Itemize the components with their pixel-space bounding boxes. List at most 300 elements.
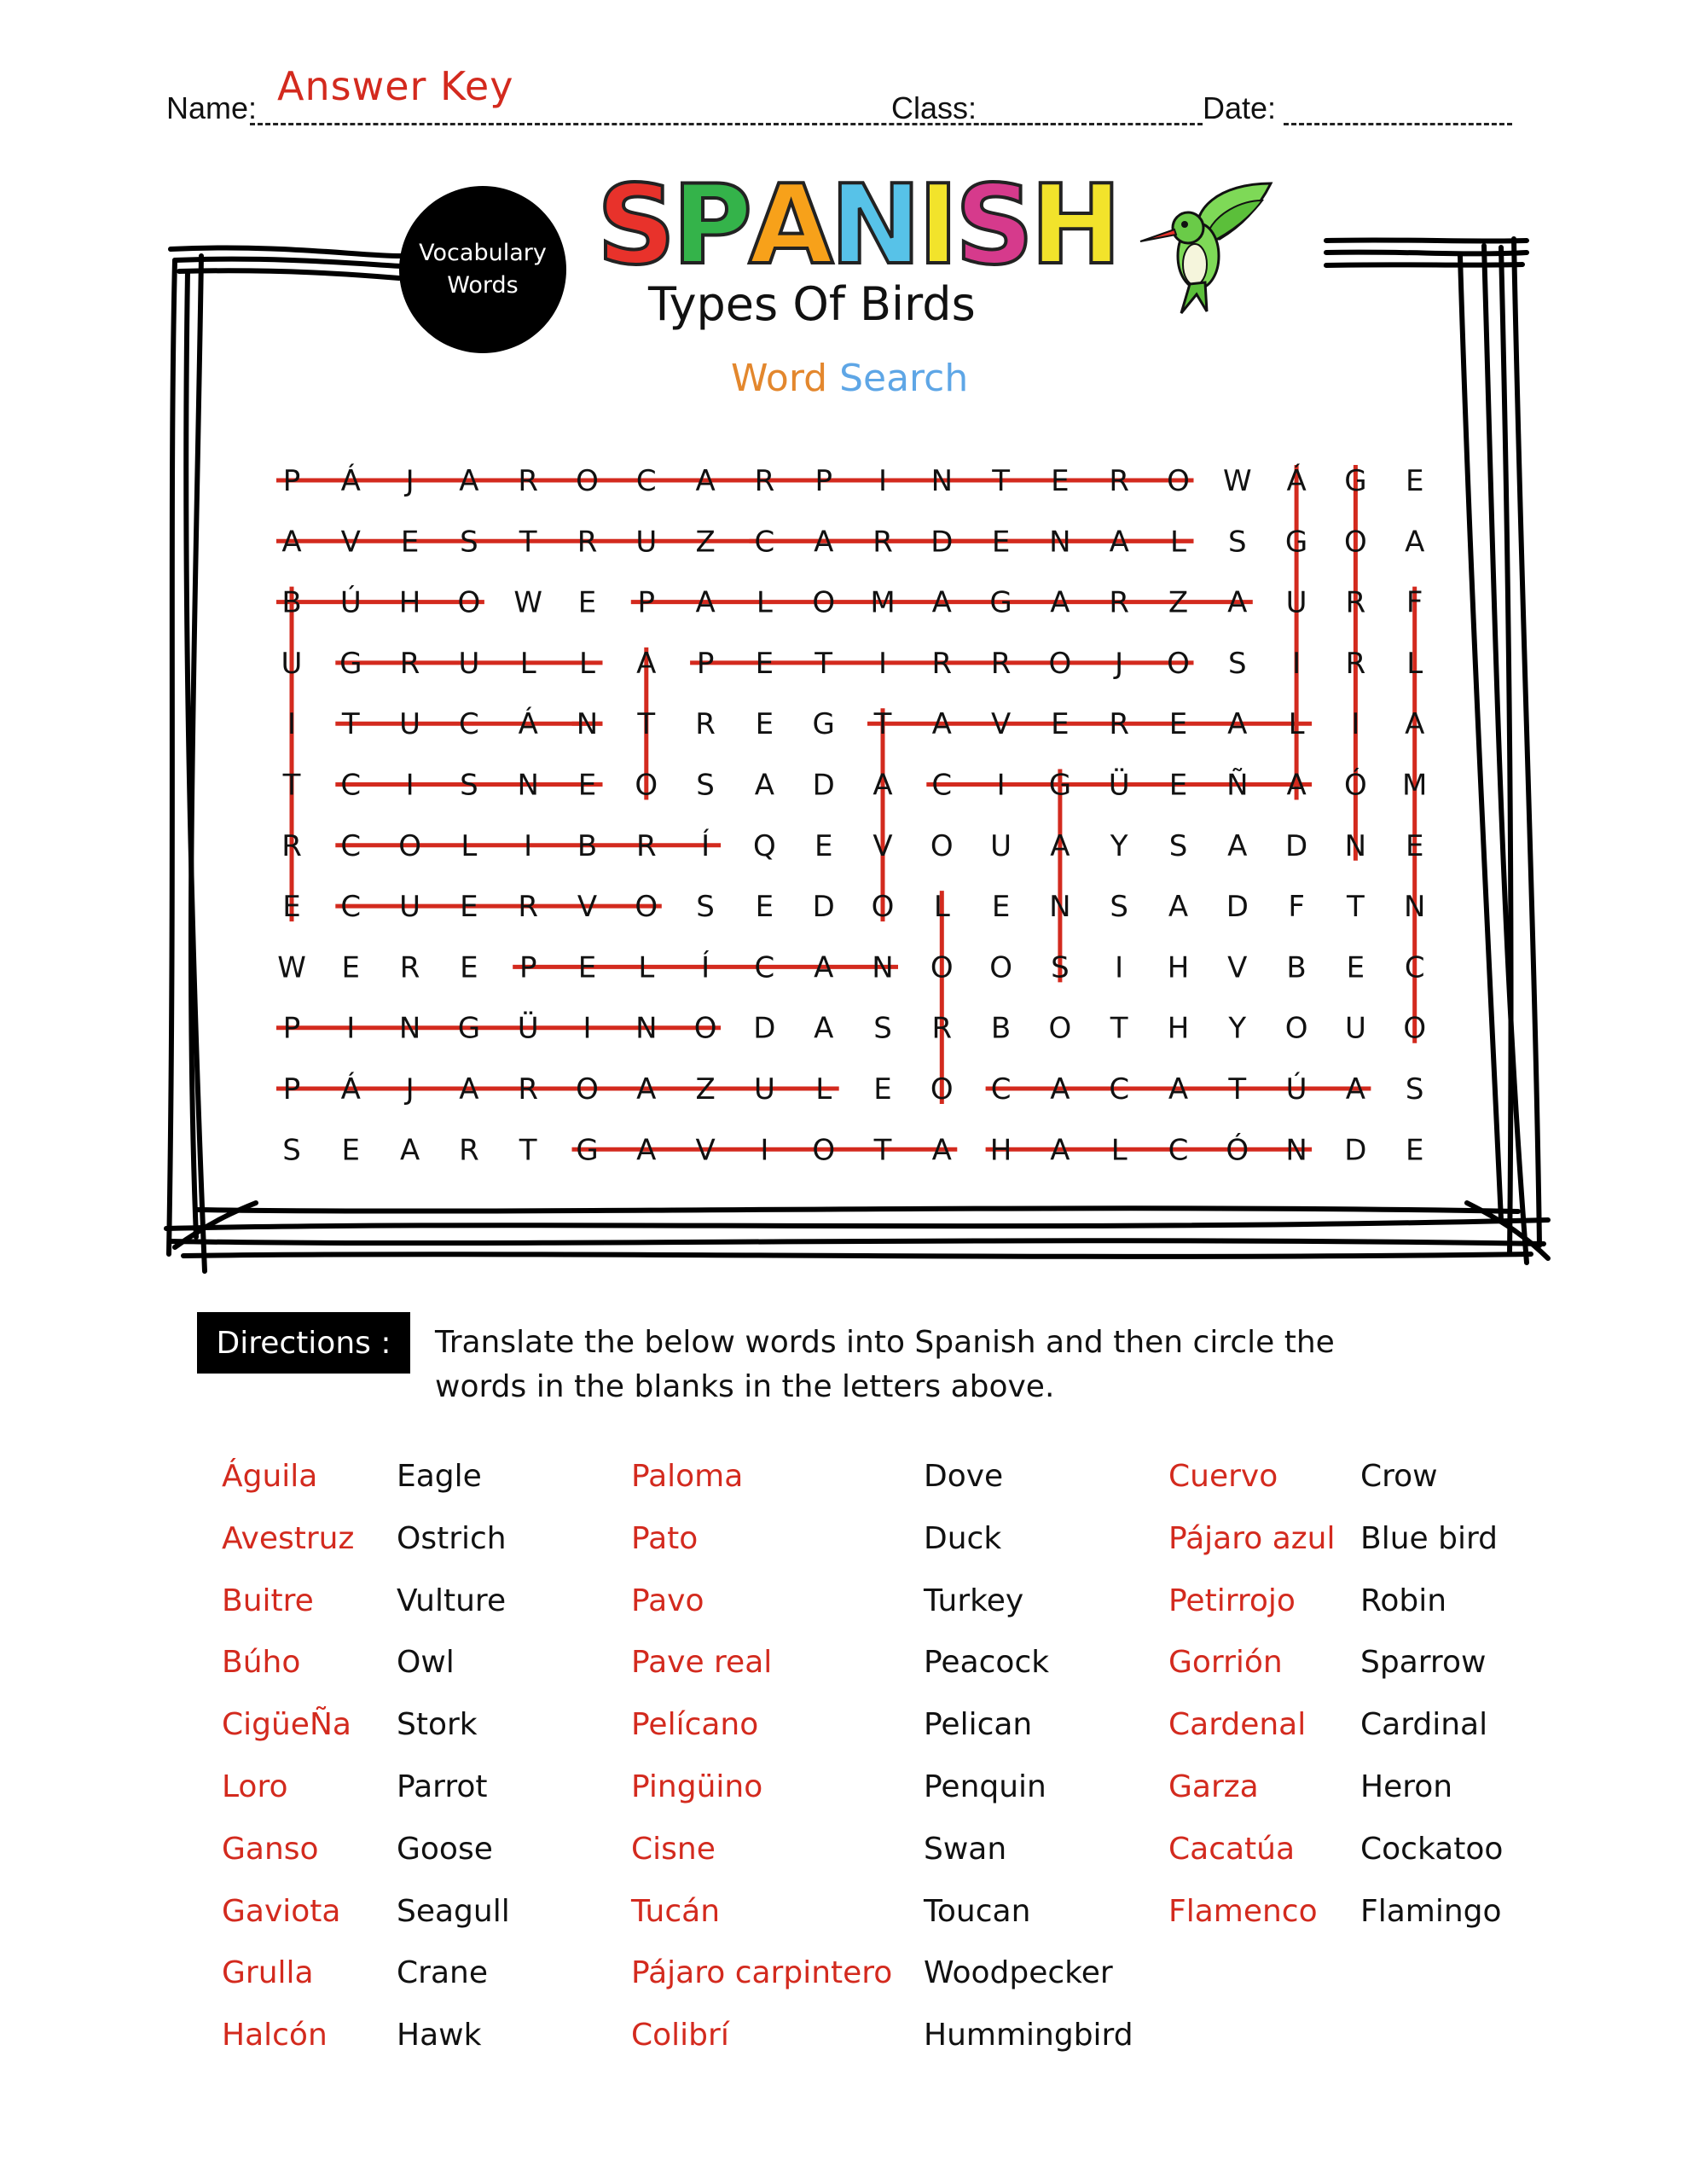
grid-letter[interactable]: R <box>1109 464 1130 498</box>
grid-letter[interactable]: R <box>872 525 893 560</box>
grid-letter[interactable]: I <box>287 707 297 742</box>
grid-letter[interactable]: N <box>517 768 539 803</box>
vocab-spanish-word: Buitre <box>222 1583 314 1618</box>
grid-letter[interactable]: G <box>1284 525 1308 560</box>
vocab-english-word: Woodpecker <box>924 1955 1113 1991</box>
grid-letter[interactable]: O <box>930 950 954 985</box>
grid-letter[interactable]: S <box>460 525 478 560</box>
grid-letter[interactable]: M <box>1402 768 1428 803</box>
grid-letter[interactable]: L <box>1406 646 1423 681</box>
grid-letter[interactable]: U <box>990 828 1012 863</box>
answer-key-label: Answer Key <box>277 63 514 109</box>
date-label: Date: <box>1203 90 1277 125</box>
grid-letter[interactable]: E <box>282 890 301 925</box>
grid-letter[interactable]: P <box>282 1072 301 1107</box>
vocab-spanish-word: Avestruz <box>222 1520 355 1556</box>
grid-letter[interactable]: L <box>579 646 595 681</box>
grid-letter[interactable]: E <box>991 890 1011 925</box>
grid-letter[interactable]: E <box>460 950 478 985</box>
grid-letter[interactable]: A <box>695 464 716 498</box>
grid-letter[interactable]: Ñ <box>1226 768 1249 803</box>
grid-letter[interactable]: V <box>1227 950 1248 985</box>
grid-letter[interactable]: P <box>637 585 656 620</box>
grid-letter[interactable]: B <box>1286 950 1307 985</box>
grid-letter[interactable]: A <box>872 768 893 803</box>
grid-letter[interactable]: Í <box>701 828 710 863</box>
grid-letter[interactable]: F <box>1288 890 1305 925</box>
grid-letter[interactable]: G <box>576 1133 599 1168</box>
grid-letter[interactable]: U <box>399 890 421 925</box>
grid-letter[interactable]: R <box>281 828 302 863</box>
grid-letter[interactable]: L <box>815 1072 832 1107</box>
grid-letter[interactable]: U <box>635 525 658 560</box>
grid-letter[interactable]: N <box>1344 828 1367 863</box>
grid-letter[interactable]: A <box>695 585 716 620</box>
grid-letter[interactable]: A <box>459 1072 479 1107</box>
grid-letter[interactable]: D <box>930 525 954 560</box>
grid-letter[interactable]: T <box>1110 1011 1128 1046</box>
grid-letter[interactable]: C <box>754 950 775 985</box>
grid-letter[interactable]: O <box>812 585 836 620</box>
grid-letter[interactable]: P <box>282 464 301 498</box>
grid-letter[interactable]: F <box>1406 585 1423 620</box>
grid-letter[interactable]: U <box>1285 585 1307 620</box>
grid-letter[interactable]: T <box>341 707 360 742</box>
grid-letter[interactable]: L <box>933 890 950 925</box>
grid-letter[interactable]: B <box>281 585 302 620</box>
grid-letter[interactable]: G <box>457 1011 481 1046</box>
grid-letter[interactable]: R <box>518 890 539 925</box>
grid-letter[interactable]: L <box>756 585 773 620</box>
grid-letter[interactable]: Ó <box>1226 1133 1249 1168</box>
grid-letter[interactable]: R <box>635 828 657 863</box>
title-letter: S <box>597 162 673 289</box>
grid-letter[interactable]: P <box>815 464 832 498</box>
word-search-word1: Word <box>731 357 828 400</box>
grid-letter[interactable]: V <box>695 1133 716 1168</box>
vocab-spanish-word: Petirrojo <box>1168 1583 1296 1618</box>
vocab-spanish-word: Ganso <box>222 1831 319 1867</box>
grid-letter[interactable]: M <box>870 585 896 620</box>
grid-letter[interactable]: A <box>931 585 952 620</box>
vocab-spanish-word: Cardenal <box>1168 1707 1307 1743</box>
badge-line-2: Words <box>447 272 519 299</box>
title-letter: N <box>830 162 919 289</box>
grid-letter[interactable]: A <box>1050 828 1070 863</box>
grid-letter[interactable]: N <box>1049 525 1071 560</box>
grid-letter[interactable]: P <box>519 950 537 985</box>
grid-letter[interactable]: W <box>513 585 543 620</box>
grid-letter[interactable]: E <box>577 950 597 985</box>
grid-letter[interactable]: A <box>1168 890 1189 925</box>
grid-letter[interactable]: A <box>1405 525 1425 560</box>
grid-letter[interactable]: A <box>459 464 479 498</box>
vocab-spanish-word: Pájaro azul <box>1168 1520 1336 1556</box>
grid-letter[interactable]: E <box>755 646 774 681</box>
grid-letter[interactable]: D <box>812 890 835 925</box>
grid-letter[interactable]: D <box>1344 1133 1367 1168</box>
grid-letter[interactable]: S <box>282 1133 301 1168</box>
grid-letter[interactable]: W <box>277 950 306 985</box>
grid-letter[interactable]: G <box>812 707 835 742</box>
vocab-spanish-word: Cisne <box>631 1831 716 1867</box>
title-letter: P <box>672 162 749 289</box>
grid-letter[interactable]: R <box>399 950 420 985</box>
grid-letter[interactable]: Ó <box>1344 768 1367 803</box>
grid-letter[interactable]: A <box>1227 585 1248 620</box>
vocab-spanish-word: Loro <box>222 1769 288 1804</box>
grid-letter[interactable]: E <box>460 890 478 925</box>
vocab-english-word: Swan <box>924 1831 1007 1867</box>
grid-letter[interactable]: R <box>1109 585 1130 620</box>
grid-letter[interactable]: O <box>989 950 1012 985</box>
vocab-english-word: Parrot <box>397 1769 488 1804</box>
vocab-english-word: Vulture <box>397 1583 507 1618</box>
badge-line-1: Vocabulary <box>419 240 547 266</box>
grid-letter[interactable]: L <box>1170 525 1186 560</box>
grid-letter[interactable]: A <box>1227 707 1248 742</box>
grid-letter[interactable]: R <box>518 464 539 498</box>
grid-letter[interactable]: T <box>873 707 892 742</box>
grid-letter[interactable]: D <box>1226 890 1249 925</box>
grid-letter[interactable]: O <box>693 1011 717 1046</box>
grid-letter[interactable]: G <box>1344 464 1367 498</box>
grid-letter[interactable]: C <box>990 1072 1012 1107</box>
grid-letter[interactable]: E <box>341 950 361 985</box>
grid-letter[interactable]: N <box>635 1011 658 1046</box>
grid-letter[interactable]: P <box>282 1011 301 1046</box>
grid-letter[interactable]: U <box>1344 1011 1366 1046</box>
vocab-english-word: Ostrich <box>397 1520 507 1556</box>
grid-letter[interactable]: H <box>398 585 421 620</box>
grid-letter[interactable]: G <box>339 646 362 681</box>
grid-letter[interactable]: A <box>754 768 775 803</box>
grid-letter[interactable]: S <box>1228 646 1247 681</box>
title-letter: A <box>749 162 831 289</box>
grid-letter[interactable]: Z <box>695 525 716 560</box>
grid-letter[interactable]: A <box>1345 1072 1366 1107</box>
grid-letter[interactable]: P <box>696 646 715 681</box>
grid-letter[interactable]: O <box>1167 646 1190 681</box>
vocab-english-word: Turkey <box>924 1583 1024 1618</box>
grid-letter[interactable]: J <box>405 1072 415 1107</box>
grid-letter[interactable]: E <box>755 707 774 742</box>
grid-letter[interactable]: Y <box>1110 828 1128 863</box>
vocab-spanish-word: Tucán <box>631 1893 721 1929</box>
grid-letter[interactable]: R <box>931 1011 953 1046</box>
vocab-spanish-word: Pato <box>631 1520 699 1556</box>
grid-letter[interactable]: O <box>457 585 481 620</box>
grid-letter[interactable]: S <box>1051 950 1070 985</box>
grid-letter[interactable]: V <box>990 707 1012 742</box>
grid-letter[interactable]: N <box>398 1011 421 1046</box>
grid-letter[interactable]: U <box>458 646 480 681</box>
grid-letter[interactable]: E <box>1405 828 1424 863</box>
grid-letter[interactable]: A <box>931 1133 952 1168</box>
grid-letter[interactable]: A <box>399 1133 420 1168</box>
grid-letter[interactable]: Z <box>695 1072 716 1107</box>
grid-letter[interactable]: E <box>1168 768 1188 803</box>
grid-letter[interactable]: I <box>405 768 415 803</box>
grid-letter[interactable]: U <box>399 707 421 742</box>
grid-letter[interactable]: I <box>878 646 888 681</box>
grid-letter[interactable]: A <box>1227 828 1248 863</box>
grid-letter[interactable]: R <box>1345 585 1366 620</box>
grid-letter[interactable]: O <box>1048 646 1072 681</box>
grid-letter[interactable]: A <box>1405 707 1425 742</box>
grid-letter[interactable]: O <box>1167 464 1190 498</box>
grid-letter[interactable]: U <box>281 646 303 681</box>
grid-letter[interactable]: E <box>577 768 597 803</box>
title-letter: H <box>1030 162 1119 289</box>
grid-letter[interactable]: L <box>638 950 655 985</box>
grid-letter[interactable]: O <box>576 1072 599 1107</box>
grid-letter[interactable]: I <box>1115 950 1124 985</box>
vocab-english-word: Heron <box>1360 1769 1453 1804</box>
grid-letter[interactable]: O <box>635 768 658 803</box>
grid-letter[interactable]: R <box>695 707 716 742</box>
grid-letter[interactable]: S <box>696 890 715 925</box>
grid-letter[interactable]: V <box>577 890 598 925</box>
grid-letter[interactable]: B <box>990 1011 1012 1046</box>
grid-letter[interactable]: E <box>341 1133 361 1168</box>
grid-letter[interactable]: E <box>991 525 1011 560</box>
grid-letter[interactable]: A <box>281 525 302 560</box>
answer-lines <box>276 465 1415 1149</box>
grid-letter[interactable]: C <box>1168 1133 1189 1168</box>
grid-letter[interactable]: R <box>459 1133 479 1168</box>
vocab-spanish-word: Búho <box>222 1645 301 1681</box>
grid-letters <box>277 463 1427 1167</box>
grid-letter[interactable]: Ú <box>339 585 362 620</box>
vocab-english-word: Robin <box>1360 1583 1447 1618</box>
grid-letter[interactable]: E <box>1405 464 1424 498</box>
grid-letter[interactable]: I <box>1292 646 1301 681</box>
grid-letter[interactable]: B <box>577 828 598 863</box>
grid-letter[interactable]: N <box>930 464 954 498</box>
grid-letter[interactable]: H <box>1167 1011 1190 1046</box>
grid-letter[interactable]: C <box>635 464 657 498</box>
grid-letter[interactable]: I <box>996 768 1006 803</box>
grid-letter[interactable]: Á <box>518 707 538 742</box>
grid-letter[interactable]: L <box>519 646 536 681</box>
grid-letter[interactable]: Ü <box>1108 768 1130 803</box>
grid-letter[interactable]: E <box>1051 464 1070 498</box>
grid-letter[interactable]: C <box>1404 950 1425 985</box>
grid-letter[interactable]: E <box>1168 707 1188 742</box>
grid-letter[interactable]: L <box>461 828 478 863</box>
grid-letter[interactable]: Ü <box>517 1011 539 1046</box>
grid-letter[interactable]: S <box>1110 890 1128 925</box>
grid-letter[interactable]: I <box>760 1133 769 1168</box>
vocab-spanish-word: Cuervo <box>1168 1459 1278 1494</box>
grid-letter[interactable]: L <box>1110 1133 1128 1168</box>
grid-letter[interactable]: O <box>1284 1011 1308 1046</box>
grid-letter[interactable]: A <box>1109 525 1129 560</box>
grid-letter[interactable]: S <box>1168 828 1188 863</box>
grid-letter[interactable]: N <box>872 950 894 985</box>
vocab-spanish-word: Pelícano <box>631 1707 759 1743</box>
grid-letter[interactable]: C <box>1109 1072 1130 1107</box>
grid-letter[interactable]: A <box>814 1011 834 1046</box>
grid-letter[interactable]: N <box>1049 890 1071 925</box>
grid-letter[interactable]: C <box>340 768 362 803</box>
grid-letter[interactable]: O <box>398 828 421 863</box>
grid-letter[interactable]: R <box>1345 646 1366 681</box>
grid-letter[interactable]: C <box>340 890 362 925</box>
vocab-spanish-word: Grulla <box>222 1955 314 1991</box>
grid-letter[interactable]: T <box>815 646 833 681</box>
grid-letter[interactable]: Z <box>1168 585 1189 620</box>
vocab-english-word: Crane <box>397 1955 488 1991</box>
grid-letter[interactable]: R <box>1109 707 1130 742</box>
grid-letter[interactable]: E <box>814 828 833 863</box>
grid-letter[interactable]: S <box>460 768 478 803</box>
grid-letter[interactable]: Ú <box>1285 1072 1307 1107</box>
vocab-spanish-word: Paloma <box>631 1459 744 1494</box>
vocab-spanish-word: Halcón <box>222 2018 328 2053</box>
grid-letter[interactable]: G <box>989 585 1012 620</box>
vocab-english-word: Cockatoo <box>1360 1831 1504 1867</box>
grid-letter[interactable]: D <box>1285 828 1308 863</box>
grid-letter[interactable]: T <box>637 707 656 742</box>
grid-letter[interactable]: O <box>812 1133 836 1168</box>
vocab-spanish-word: Pavo <box>631 1583 704 1618</box>
grid-letter[interactable]: A <box>1050 1072 1070 1107</box>
grid-letter[interactable]: O <box>930 828 954 863</box>
title-letter: S <box>954 162 1030 289</box>
grid-letter[interactable]: S <box>1405 1072 1424 1107</box>
grid-letter[interactable]: A <box>1050 1133 1070 1168</box>
grid-letter[interactable]: E <box>873 1072 892 1107</box>
grid-letter[interactable]: S <box>1228 525 1247 560</box>
grid-letter[interactable]: C <box>931 768 953 803</box>
grid-letter[interactable]: A <box>1050 585 1070 620</box>
grid-letter[interactable]: R <box>518 1072 539 1107</box>
vocab-english-word: Hawk <box>397 2018 482 2053</box>
grid-letter[interactable]: O <box>635 890 658 925</box>
grid-letter[interactable]: O <box>1048 1011 1072 1046</box>
grid-letter[interactable]: A <box>814 950 834 985</box>
grid-letter[interactable]: A <box>1168 1072 1189 1107</box>
grid-letter[interactable]: Á <box>340 464 361 498</box>
grid-letter[interactable]: S <box>873 1011 892 1046</box>
grid-letter[interactable]: A <box>814 525 834 560</box>
vocab-english-word: Eagle <box>397 1459 482 1494</box>
vocab-english-word: Hummingbird <box>924 2018 1133 2053</box>
grid-letter[interactable]: C <box>459 707 479 742</box>
directions-label: Directions : <box>197 1312 410 1374</box>
grid-letter[interactable]: C <box>340 828 362 863</box>
grid-letter[interactable]: Á <box>340 1072 361 1107</box>
grid-letter[interactable]: L <box>1288 707 1305 742</box>
grid-letter[interactable]: N <box>1285 1133 1307 1168</box>
vocab-spanish-word: Gorrión <box>1168 1645 1283 1681</box>
grid-letter[interactable]: T <box>282 768 301 803</box>
grid-letter[interactable]: O <box>871 890 895 925</box>
vocab-spanish-word: Cacatúa <box>1168 1831 1296 1867</box>
vocab-english-word: Peacock <box>924 1645 1050 1681</box>
vocab-english-word: Seagull <box>397 1893 510 1929</box>
grid-letter[interactable]: J <box>1115 646 1124 681</box>
vocab-spanish-word: Garza <box>1168 1769 1259 1804</box>
grid-letter[interactable]: U <box>753 1072 775 1107</box>
grid-letter[interactable]: N <box>1403 890 1426 925</box>
vocab-spanish-word: Pingüino <box>631 1769 763 1804</box>
grid-letter[interactable]: H <box>989 1133 1012 1168</box>
grid-letter[interactable]: I <box>583 1011 592 1046</box>
grid-letter[interactable]: O <box>1403 1011 1427 1046</box>
grid-letter[interactable]: H <box>1167 950 1190 985</box>
vocab-english-word: Flamingo <box>1360 1893 1502 1929</box>
grid-letter[interactable]: I <box>524 828 533 863</box>
grid-letter[interactable]: R <box>754 464 775 498</box>
page-subtitle: Types Of Birds <box>648 277 976 331</box>
vocab-english-word: Blue bird <box>1360 1520 1498 1556</box>
grid-letter[interactable]: A <box>931 707 952 742</box>
vocab-english-word: Penquin <box>924 1769 1046 1804</box>
grid-letter[interactable]: Á <box>1286 464 1307 498</box>
grid-letter[interactable]: T <box>1228 1072 1247 1107</box>
grid-letter[interactable]: C <box>754 525 775 560</box>
grid-letter[interactable]: O <box>930 1072 954 1107</box>
grid-letter[interactable]: T <box>992 464 1010 498</box>
grid-letter[interactable]: D <box>812 768 835 803</box>
grid-letter[interactable]: Y <box>1228 1011 1247 1046</box>
grid-letter[interactable]: E <box>400 525 420 560</box>
grid-letter[interactable]: V <box>872 828 893 863</box>
grid-letter[interactable]: O <box>576 464 599 498</box>
grid-letter[interactable]: A <box>636 1072 657 1107</box>
vocab-english-word: Duck <box>924 1520 1002 1556</box>
grid-letter[interactable]: R <box>577 525 598 560</box>
vocab-english-word: Toucan <box>924 1893 1031 1929</box>
grid-letter[interactable]: G <box>1048 768 1072 803</box>
grid-letter[interactable]: R <box>931 646 953 681</box>
grid-letter[interactable]: N <box>576 707 599 742</box>
grid-letter[interactable]: V <box>340 525 361 560</box>
grid-letter[interactable]: E <box>1051 707 1070 742</box>
word-search-word2: Search <box>839 357 969 400</box>
grid-letter[interactable]: I <box>878 464 888 498</box>
directions-text: Translate the below words into Spanish and then circle the words in the blanks in the letters above. <box>435 1325 1335 1404</box>
grid-letter[interactable]: J <box>405 464 415 498</box>
vocab-spanish-word: Pájaro carpintero <box>631 1955 893 1991</box>
grid-letter[interactable]: I <box>346 1011 356 1046</box>
grid-letter[interactable]: T <box>873 1133 892 1168</box>
grid-letter[interactable]: E <box>1346 950 1365 985</box>
grid-letter[interactable]: T <box>519 525 537 560</box>
grid-letter[interactable]: D <box>753 1011 776 1046</box>
grid-letter[interactable]: R <box>990 646 1012 681</box>
grid-letter[interactable]: E <box>577 585 597 620</box>
grid-letter[interactable]: W <box>1222 464 1252 498</box>
grid-letter[interactable]: T <box>519 1133 537 1168</box>
grid-letter[interactable]: S <box>696 768 715 803</box>
grid-letter[interactable]: A <box>636 646 657 681</box>
grid-letter[interactable]: A <box>1286 768 1307 803</box>
grid-letter[interactable]: E <box>1405 1133 1424 1168</box>
grid-letter[interactable]: A <box>636 1133 657 1168</box>
grid-letter[interactable]: T <box>1347 890 1365 925</box>
grid-letter[interactable]: Í <box>701 950 710 985</box>
vocab-english-word: Owl <box>397 1645 455 1681</box>
grid-letter[interactable]: E <box>755 890 774 925</box>
grid-letter[interactable]: I <box>1351 707 1360 742</box>
grid-letter[interactable]: Q <box>753 828 776 863</box>
grid-letter[interactable]: O <box>1344 525 1367 560</box>
grid-letter[interactable]: R <box>399 646 420 681</box>
